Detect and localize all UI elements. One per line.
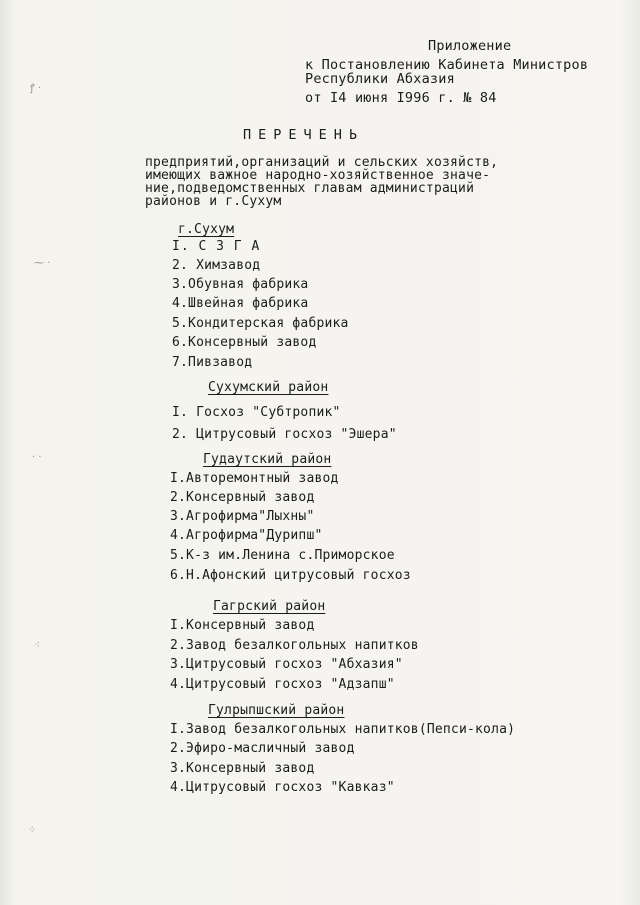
scan-mark: · · <box>32 452 42 463</box>
section-heading-sukhum-district: Сухумский район <box>208 380 329 395</box>
list-item: 5.К-з им.Ленина с.Приморское <box>170 548 395 563</box>
list-item: 3.Цитрусовый госхоз "Абхазия" <box>170 657 403 672</box>
list-item: 4.Агрофирма"Дурипш" <box>170 528 323 543</box>
list-item: 6.Консервный завод <box>172 335 317 350</box>
list-item: 7.Пивзавод <box>172 355 253 370</box>
annex-label: Приложение <box>428 38 512 54</box>
list-item: 2.Консервный завод <box>170 490 315 505</box>
list-item: 3.Агрофирма"Лыхны" <box>170 509 315 524</box>
section-heading-sukhum: г.Сухум <box>178 222 235 237</box>
section-heading-gudauta-district: Гудаутский район <box>203 452 332 467</box>
scan-mark: ⁓ · <box>34 258 51 269</box>
list-item: I.Авторемонтный завод <box>170 471 339 486</box>
list-item: 4.Швейная фабрика <box>172 296 309 311</box>
section-heading-gulripsh-district: Гулрыпшский район <box>208 703 345 718</box>
list-item: 3.Консервный завод <box>170 761 315 776</box>
list-item: 2. Химзавод <box>172 258 261 273</box>
list-item: 3.Обувная фабрика <box>172 277 309 292</box>
resolution-reference: к Постановлению Кабинета Министров <box>305 57 589 73</box>
list-item: 2.Эфиро-масличный завод <box>170 741 355 756</box>
intro-line: районов и г.Сухум <box>145 194 282 209</box>
republic-name: Республики Абхазия <box>305 71 455 87</box>
scan-mark: ꝭ · <box>30 83 42 94</box>
intro-line: ние,подведомственных главам администраций <box>145 181 475 196</box>
intro-line: имеющих важное народно-хозяйственное значе- <box>145 168 491 183</box>
list-item: 6.Н.Афонский цитрусовый госхоз <box>170 568 411 583</box>
list-item: I. С З Г А <box>172 239 261 254</box>
section-heading-gagra-district: Гагрский район <box>213 599 326 614</box>
resolution-date: от I4 июня I996 г. № 84 <box>305 90 497 106</box>
list-item: 4.Цитрусовый госхоз "Кавказ" <box>170 780 395 795</box>
list-item: I.Консервный завод <box>170 618 315 633</box>
list-item: I.Завод безалкогольных напитков(Пепси-кола) <box>170 722 516 737</box>
scan-mark: ⁖ <box>34 640 40 651</box>
list-item: 2. Цитрусовый госхоз "Эшера" <box>172 427 397 442</box>
list-item: 5.Кондитерская фабрика <box>172 316 349 331</box>
scan-mark: ⁘ <box>28 825 37 836</box>
intro-line: предприятий,организаций и сельских хозяйств, <box>145 155 499 170</box>
list-item: I. Госхоз "Субтропик" <box>172 405 341 420</box>
list-item: 2.Завод безалкогольных напитков <box>170 638 419 653</box>
document-title: ПЕРЕЧЕНЬ <box>243 127 365 143</box>
list-item: 4.Цитрусовый госхоз "Адзапш" <box>170 677 395 692</box>
